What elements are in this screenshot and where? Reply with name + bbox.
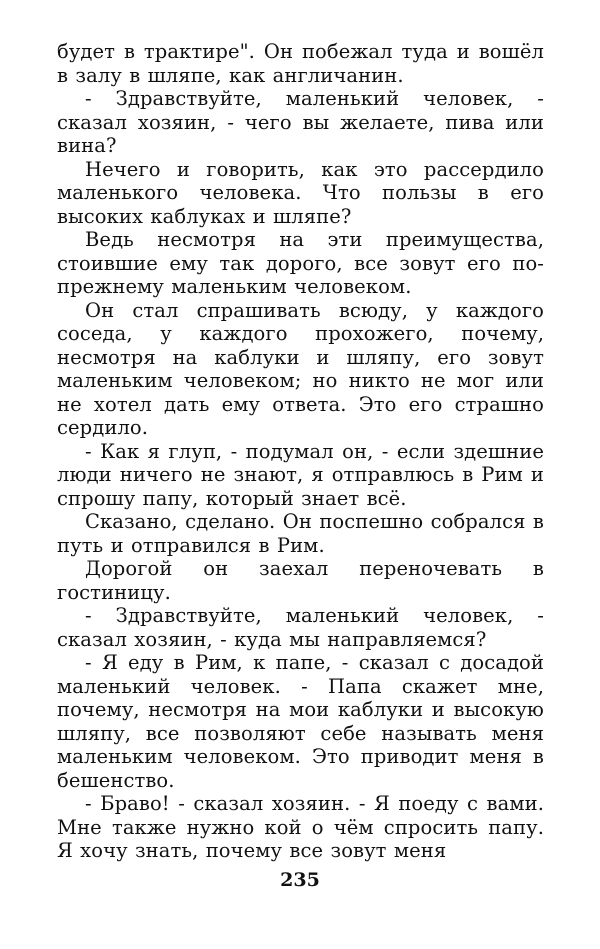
paragraph: - Я еду в Рим, к папе, - сказал с досадой маленький человек. - Папа скажет мне, почему, несмотря на мои каблуки и высокую шляпу, все позволяют себе называть меня маленьким человеком. Это приводит меня в бешенство. <box>57 651 544 792</box>
paragraph: - Здравствуйте, маленький человек, - сказал хозяин, - чего вы желаете, пива или вина? <box>57 87 544 157</box>
paragraph: - Браво! - сказал хозяин. - Я поеду с вами. Мне также нужно кой о чём спросить папу. Я хочу знать, почему все зовут меня <box>57 792 544 862</box>
paragraph: - Как я глуп, - подумал он, - если здешние люди ничего не знают, я отправлюсь в Рим и спрошу папу, который знает всё. <box>57 439 544 510</box>
paragraph: будет в трактире". Он побежал туда и вошёл в залу в шляпе, как англичанин. <box>57 40 544 87</box>
paragraph: Сказано, сделано. Он поспешно собрался в путь и отправился в Рим. <box>57 510 544 557</box>
paragraph: Нечего и говорить, как это рассердило маленького человека. Что пользы в его высоких каблуках и шляпе? <box>57 157 544 228</box>
paragraph: Он стал спрашивать всюду, у каждого соседа, у каждого прохожего, почему, несмотря на каблуки и шляпу, его зовут маленьким человеком; но никто не мог или не хотел дать ему ответа. Это его страшно сердило. <box>57 298 544 439</box>
paragraph: - Здравствуйте, маленький человек, - сказал хозяин, - куда мы направляемся? <box>57 604 544 651</box>
paragraph: Дорогой он заехал переночевать в гостиницу. <box>57 557 544 604</box>
body-text <box>57 40 544 863</box>
paragraph: Ведь несмотря на эти преимущества, стоившие ему так дорого, все зовут его по-прежнему маленьким человеком. <box>57 228 544 298</box>
page-number: 235 <box>280 869 320 891</box>
